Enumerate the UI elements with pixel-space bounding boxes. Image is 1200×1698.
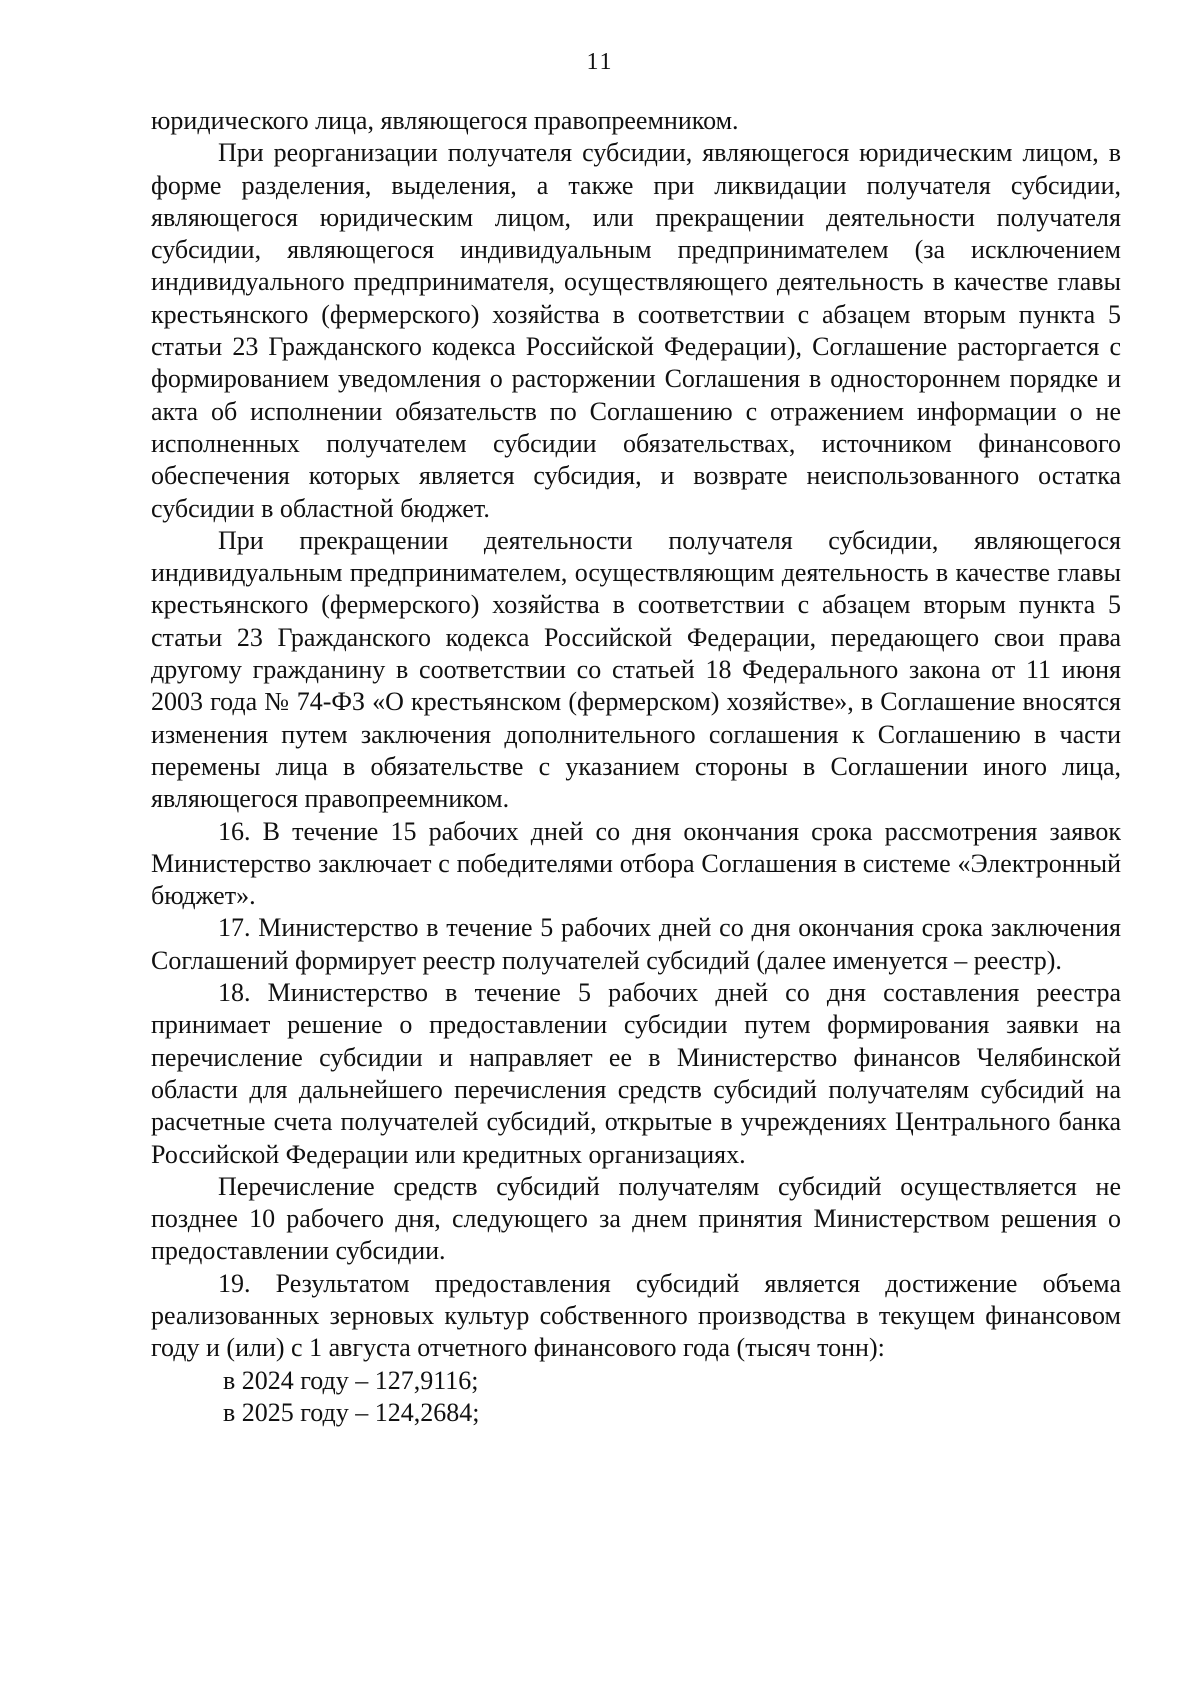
paragraph-item-19: 19. Результатом предоставления субсидий является достижение объема реализованных зерновых культур собственного производства в текущем финансовом году и (или) с 1 августа отчетного финансового года (тысяч тонн):	[151, 1268, 1121, 1363]
paragraph-item-16: 16. В течение 15 рабочих дней со дня окончания срока рассмотрения заявок Министерство заключает с победителями отбора Соглашения в системе «Электронный бюджет».	[151, 816, 1121, 911]
paragraph-transfer: Перечисление средств субсидий получателям субсидий осуществляется не позднее 10 рабочего дня, следующего за днем принятия Министерством решения о предоставлении субсидии.	[151, 1171, 1121, 1266]
document-body	[151, 105, 1121, 1429]
paragraph-continuation: юридического лица, являющегося правопреемником.	[151, 106, 739, 135]
result-2024: в 2024 году – 127,9116;	[223, 1365, 479, 1395]
paragraph-item-18: 18. Министерство в течение 5 рабочих дней со дня составления реестра принимает решение о предоставлении субсидии путем формирования заявки на перечисление субсидии и направляет ее в Министерство финансов Челябинской области для дальнейшего перечисления средств субсидий получателям субсидий на расчетные счета получателей субсидий, открытые в учреждениях Центрального банка Российской Федерации или кредитных организациях.	[151, 978, 1121, 1169]
page-number: 11	[586, 49, 614, 75]
result-2025: в 2025 году – 124,2684;	[223, 1397, 480, 1427]
paragraph-termination: При прекращении деятельности получателя субсидии, являющегося индивидуальным предпринимателем, осуществляющим деятельность в качестве главы крестьянского (фермерского) хозяйства в соответствии с абзацем вторым пункта 5 статьи 23 Гражданского кодекса Российской Федерации, передающего свои права другому гражданину в соответствии со статьей 18 Федерального закона от 11 июня 2003 года № 74-ФЗ «О крестьянском (фермерском) хозяйстве», в Соглашение вносятся изменения путем заключения дополнительного соглашения к Соглашению в части перемены лица в обязательстве с указанием стороны в Соглашении иного лица, являющегося правопреемником.	[151, 525, 1121, 814]
paragraph-reorganization: При реорганизации получателя субсидии, являющегося юридическим лицом, в форме разделения, выделения, а также при ликвидации получателя субсидии, являющегося юридическим лицом, или прекращении деятельности получателя субсидии, являющегося индивидуальным предпринимателем (за исключением индивидуального предпринимателя, осуществляющего деятельность в качестве главы крестьянского (фермерского) хозяйства в соответствии с абзацем вторым пункта 5 статьи 23 Гражданского кодекса Российской Федерации), Соглашение расторгается с формированием уведомления о расторжении Соглашения в одностороннем порядке и акта об исполнении обязательств по Соглашению с отражением информации о не исполненных получателем субсидии обязательствах, источником финансового обеспечения которых является субсидия, и возврате неиспользованного остатка субсидии в областной бюджет.	[151, 138, 1121, 523]
paragraph-item-17: 17. Министерство в течение 5 рабочих дней со дня окончания срока заключения Соглашений формирует реестр получателей субсидий (далее именуется – реестр).	[151, 913, 1121, 975]
